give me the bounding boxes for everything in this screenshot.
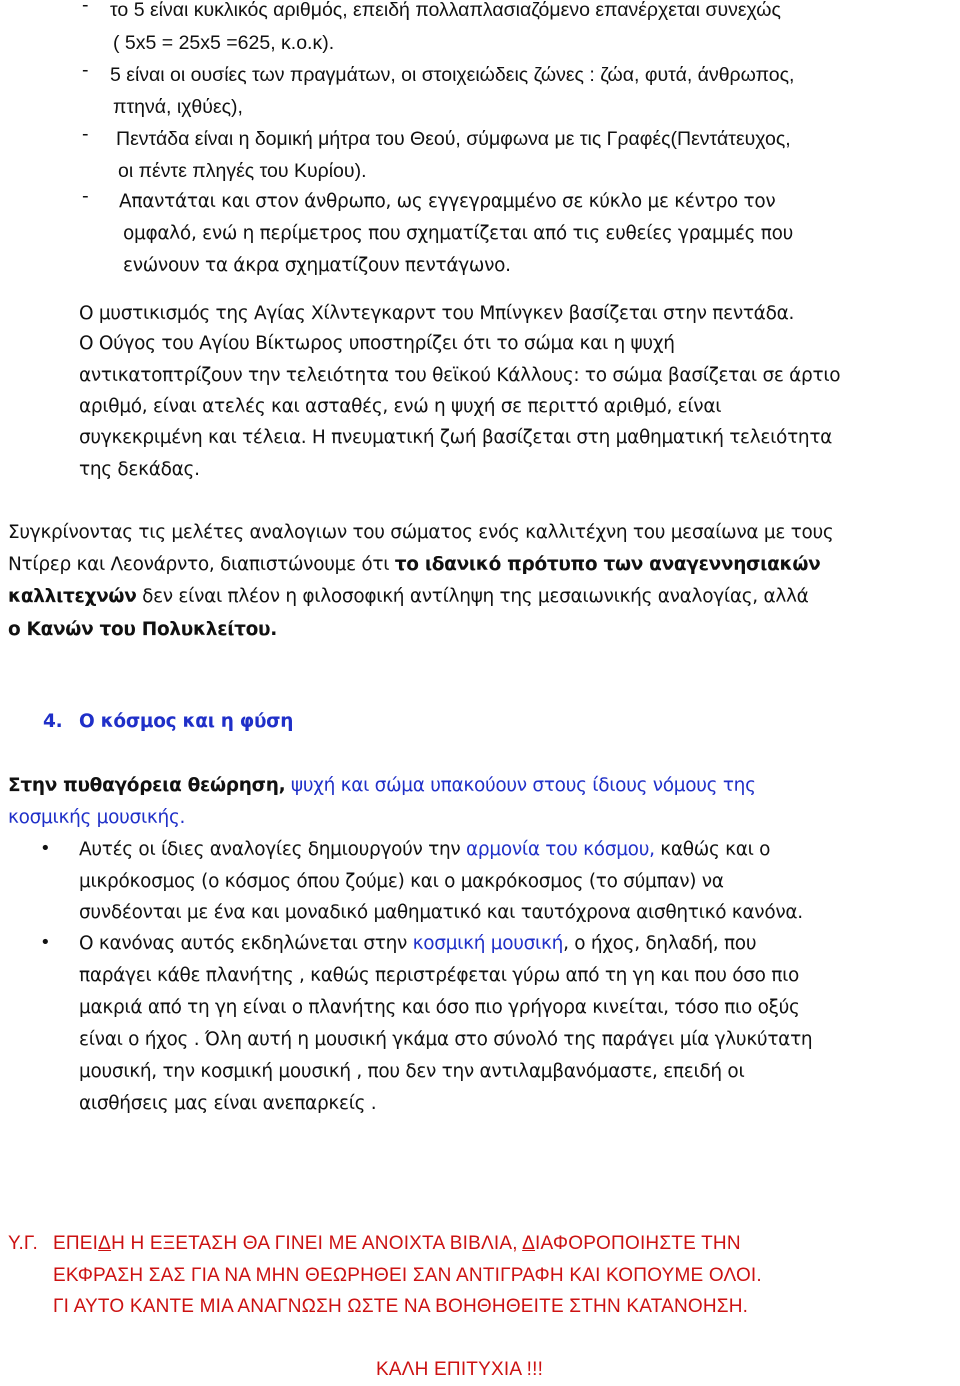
- bullet-text: Ο κανόνας αυτός εκδηλώνεται στην: [79, 933, 413, 954]
- list-item-line: ομφαλό, ενώ η περίμετρος που σχηματίζεται από τις ευθείες γραμμές που: [123, 223, 794, 244]
- list-item-line: ενώνουν τα άκρα σχηματίζουν πεντάγωνο.: [123, 255, 511, 276]
- note-line: ΕΚΦΡΑΣΗ ΣΑΣ ΓΙΑ ΝΑ ΜΗΝ ΘΕΩΡΗΘΕΙ ΣΑΝ ΑΝΤΙΓΡΑΦΗ ΚΑΙ ΚΟΠΟΥΜΕ ΟΛΟΙ.: [53, 1265, 762, 1286]
- list-dash: -: [82, 186, 89, 207]
- note-closing: ΚΑΛΗ ΕΠΙΤΥΧΙΑ !!!: [376, 1359, 544, 1380]
- bullet-line: μικρόκοσμος (ο κόσμος όπου ζούμε) και ο μακρόκοσμος (το σύμπαν) να: [79, 871, 724, 892]
- list-item-line: ( 5x5 = 25x5 =625, κ.ο.κ).: [113, 32, 335, 54]
- list-dash: -: [82, 0, 89, 16]
- list-item-line: Απαντάται και στον άνθρωπο, ως εγγεγραμμένο σε κύκλο με κέντρο τον: [119, 191, 776, 212]
- pythagorean-line: [8, 770, 756, 802]
- paragraph-line: αντικατοπτρίζουν την τελειότητα του θεϊκού Κάλλους: το σώμα βασίζεται σε άρτιο: [79, 365, 841, 386]
- bullet-line: παράγει κάθε πλανήτης , καθώς περιστρέφεται γύρω από τη γη και που όσο πιο: [79, 965, 800, 986]
- bullet-icon: •: [40, 838, 51, 859]
- comparison-line: [8, 581, 809, 613]
- note-underlined-text: Δ: [98, 1233, 112, 1254]
- bullet-text: , ο ήχος, δηλαδή, που: [563, 933, 757, 954]
- note-text: Η Η ΕΞΕΤΑΣΗ ΘΑ ΓΙΝΕΙ ΜΕ ΑΝΟΙΧΤΑ ΒΙΒΛΙΑ,: [111, 1233, 523, 1254]
- bullet-line: συνδέονται με ένα και μοναδικό μαθηματικό και ταυτόχρονα αισθητικό κανόνα.: [79, 902, 803, 923]
- paragraph-line: Ο μυστικισμός της Αγίας Χίλντεγκαρντ του Μπίνγκεν βασίζεται στην πεντάδα.: [79, 303, 795, 324]
- note-line: ΓΙ ΑΥΤΟ ΚΑΝΤΕ ΜΙΑ ΑΝΑΓΝΩΣΗ ΩΣΤΕ ΝΑ ΒΟΗΘΗΘΕΙΤΕ ΣΤΗΝ ΚΑΤΑΝΟΗΣΗ.: [53, 1296, 749, 1317]
- pythagorean-blue-text: ψυχή και σώμα υπακούουν στους ίδιους νόμους της: [285, 775, 756, 796]
- list-dash: -: [82, 59, 89, 81]
- pythagorean-bold-text: Στην πυθαγόρεια θεώρηση,: [8, 775, 286, 796]
- comparison-bold-text: το ιδανικό πρότυπο των αναγεννησιακών: [394, 554, 821, 575]
- comparison-bold-text: καλλιτεχνών: [8, 586, 137, 607]
- section-number: 4.: [43, 711, 63, 732]
- pythagorean-line: κοσμικής μουσικής.: [8, 807, 186, 828]
- note-underlined-text: Δ: [522, 1233, 536, 1254]
- note-prefix: Υ.Γ.: [8, 1233, 38, 1254]
- list-dash: -: [82, 123, 89, 145]
- list-item-line: Πεντάδα είναι η δομική μήτρα του Θεού, σύμφωνα με τις Γραφές(Πεντάτευχος,: [116, 128, 791, 150]
- comparison-line: ο Κανών του Πολυκλείτου.: [8, 619, 277, 640]
- bullet-line: μουσική, την κοσμική μουσική , που δεν την αντιλαμβανόμαστε, επειδή οι: [79, 1061, 745, 1082]
- paragraph-line: συγκεκριμένη και τέλεια. Η πνευματική ζωή βασίζεται στη μαθηματική τελειότητα: [79, 427, 833, 448]
- bullet-blue-text: κοσμική μουσική: [412, 933, 564, 954]
- bullet-line: [79, 834, 770, 866]
- paragraph-line: της δεκάδας.: [79, 459, 200, 480]
- list-item-line: πτηνά, ιχθύες),: [113, 96, 243, 118]
- list-item-line: οι πέντε πληγές του Κυρίου).: [118, 160, 367, 182]
- paragraph-line: Ο Ούγος του Αγίου Βίκτωρος υποστηρίζει ότι το σώμα και η ψυχή: [79, 333, 675, 354]
- list-item-line: το 5 είναι κυκλικός αριθμός, επειδή πολλαπλασιαζόμενο επανέρχεται συνεχώς: [110, 0, 781, 21]
- bullet-line: [79, 928, 756, 960]
- bullet-line: είναι ο ήχος . Όλη αυτή η μουσική γκάμα στο σύνολό της παράγει μία γλυκύτατη: [79, 1029, 813, 1050]
- note-text: ΙΑΦΟΡΟΠΟΙΗΣΤΕ ΤΗΝ: [535, 1233, 741, 1254]
- bullet-line: μακριά από τη γη είναι ο πλανήτης και όσο πιο γρήγορα κινείται, τόσο πιο οξύς: [79, 997, 800, 1018]
- bullet-blue-text: αρμονία του κόσμου,: [466, 839, 655, 860]
- bullet-line: αισθήσεις μας είναι ανεπαρκείς .: [79, 1093, 377, 1114]
- bullet-text: καθώς και ο: [654, 839, 771, 860]
- comparison-line: Συγκρίνοντας τις μελέτες αναλογιων του σώματος ενός καλλιτέχνη του μεσαίωνα με τους: [8, 522, 834, 543]
- paragraph-line: αριθμό, είναι ατελές και ασταθές, ενώ η ψυχή σε περιττό αριθμό, είναι: [79, 396, 722, 417]
- comparison-line: [8, 549, 820, 581]
- comparison-text: Ντίρερ και Λεονάρντο, διαπιστώνουμε ότι: [8, 554, 395, 575]
- list-item-line: 5 είναι οι ουσίες των πραγμάτων, οι στοιχειώδεις ζώνες : ζώα, φυτά, άνθρωπος,: [110, 64, 795, 86]
- bullet-icon: •: [40, 932, 51, 953]
- note-line: [53, 1228, 741, 1260]
- note-text: ΕΠΕΙ: [53, 1233, 99, 1254]
- section-title: Ο κόσμος και η φύση: [79, 711, 294, 732]
- bullet-text: Αυτές οι ίδιες αναλογίες δημιουργούν την: [79, 839, 467, 860]
- comparison-text: δεν είναι πλέον η φιλοσοφική αντίληψη της μεσαιωνικής αναλογίας, αλλά: [136, 586, 809, 607]
